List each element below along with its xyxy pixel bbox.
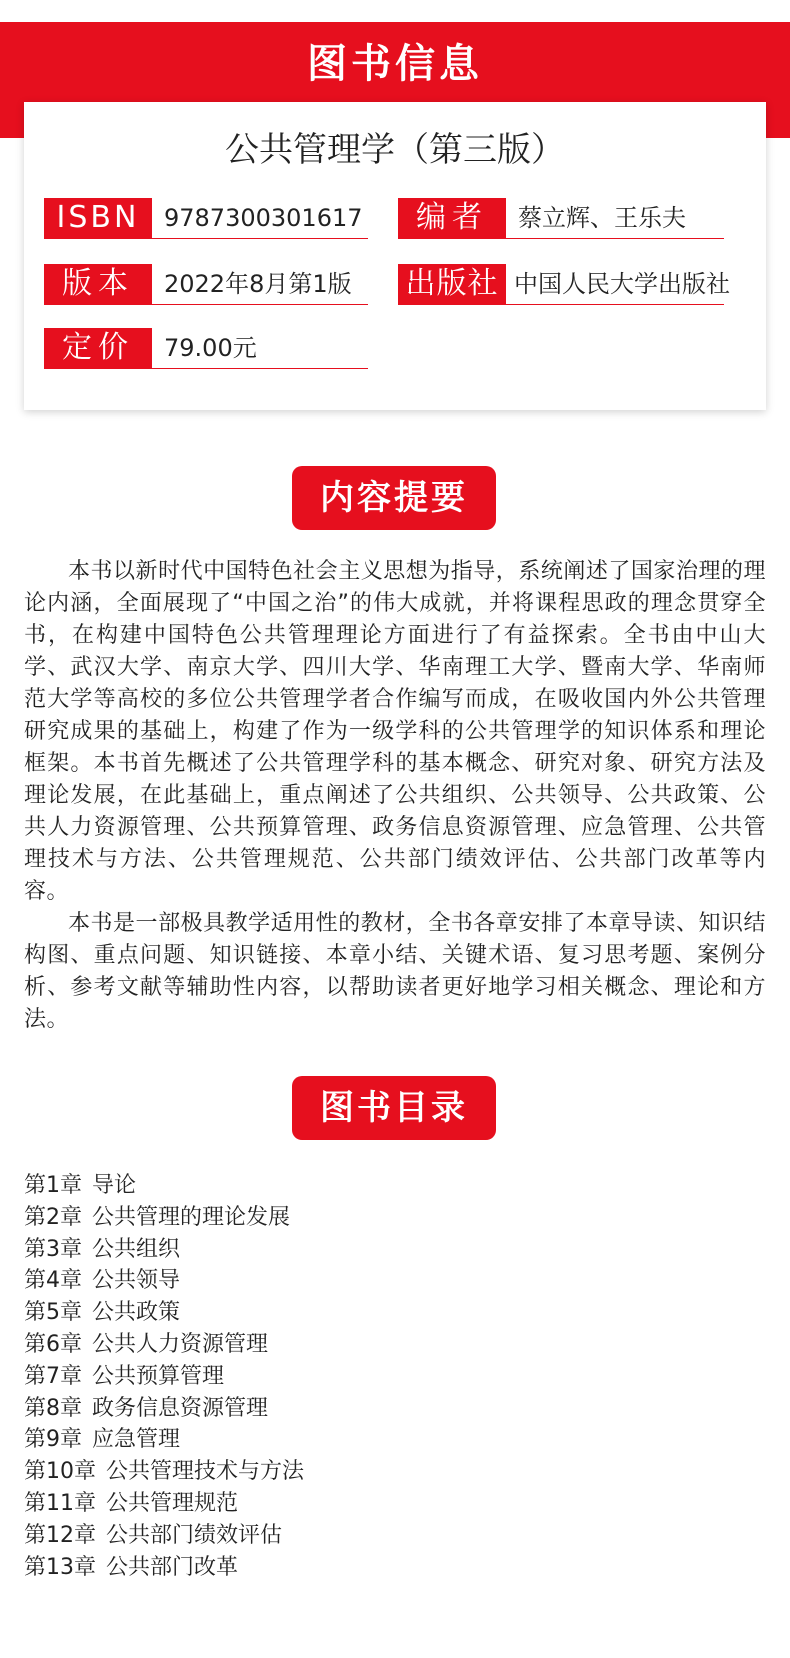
page-title: 图书信息 bbox=[307, 41, 483, 87]
toc-item bbox=[24, 1170, 766, 1202]
chapter-number: 第7章 bbox=[24, 1363, 82, 1389]
chapter-title: 公共管理技术与方法 bbox=[106, 1459, 305, 1485]
summary-heading: 内容提要 bbox=[292, 466, 496, 530]
edition-value: 2022年8月第1版 bbox=[164, 270, 352, 298]
editor-label: 编者 bbox=[398, 198, 506, 238]
publisher-label: 出版社 bbox=[398, 264, 506, 304]
chapter-number: 第13章 bbox=[24, 1554, 96, 1580]
editor-underline bbox=[398, 238, 724, 239]
toc-item bbox=[24, 1456, 766, 1488]
price-field bbox=[44, 328, 368, 372]
chapter-number: 第2章 bbox=[24, 1204, 82, 1230]
toc-item bbox=[24, 1329, 766, 1361]
chapter-title: 公共组织 bbox=[92, 1236, 181, 1262]
chapter-number: 第10章 bbox=[24, 1459, 96, 1485]
chapter-title: 公共人力资源管理 bbox=[92, 1331, 269, 1357]
chapter-title: 公共管理规范 bbox=[106, 1490, 239, 1516]
chapter-number: 第8章 bbox=[24, 1395, 82, 1421]
toc-item bbox=[24, 1393, 766, 1425]
book-info-card bbox=[24, 102, 766, 410]
chapter-title: 政务信息资源管理 bbox=[92, 1395, 269, 1421]
toc-item bbox=[24, 1552, 766, 1584]
chapter-number: 第11章 bbox=[24, 1490, 96, 1516]
chapter-title: 公共领导 bbox=[92, 1268, 181, 1294]
publisher-underline bbox=[398, 304, 724, 305]
toc-heading: 图书目录 bbox=[292, 1076, 496, 1140]
chapter-number: 第9章 bbox=[24, 1427, 82, 1453]
price-label: 定价 bbox=[44, 328, 152, 368]
chapter-title: 公共部门改革 bbox=[106, 1554, 239, 1580]
chapter-title: 公共管理的理论发展 bbox=[92, 1204, 291, 1230]
toc-item bbox=[24, 1265, 766, 1297]
toc-item bbox=[24, 1361, 766, 1393]
chapter-number: 第3章 bbox=[24, 1236, 82, 1262]
price-underline bbox=[44, 368, 368, 369]
isbn-underline bbox=[44, 238, 368, 239]
chapter-title: 公共部门绩效评估 bbox=[106, 1522, 283, 1548]
toc-item bbox=[24, 1520, 766, 1552]
toc-item bbox=[24, 1234, 766, 1266]
isbn-field bbox=[44, 198, 368, 242]
toc-list bbox=[24, 1170, 766, 1583]
chapter-number: 第1章 bbox=[24, 1173, 82, 1198]
chapter-number: 第12章 bbox=[24, 1522, 96, 1548]
toc-item bbox=[24, 1297, 766, 1329]
edition-label: 版本 bbox=[44, 264, 152, 304]
chapter-number: 第6章 bbox=[24, 1331, 82, 1357]
summary-body bbox=[24, 556, 766, 1036]
price-value: 79.00元 bbox=[164, 334, 257, 362]
toc-item bbox=[24, 1488, 766, 1520]
chapter-title: 应急管理 bbox=[92, 1427, 181, 1453]
editor-field bbox=[398, 198, 724, 242]
summary-paragraph-1: 本书以新时代中国特色社会主义思想为指导，系统阐述了国家治理的理论内涵，全面展现了“中国之治”的伟大成就，并将课程思政的理念贯穿全书，在构建中国特色公共管理理论方面进行了有益探索。全书由中山大学、武汉大学、南京大学、四川大学、华南理工大学、暨南大学、华南师范大学等高校的多位公共管理学者合作编写而成，在吸收国内外公共管理研究成果的基础上，构建了作为一级学科的公共管理学的知识体系和理论框架。本书首先概述了公共管理学科的基本概念、研究对象、研究方法及理论发展，在此基础上，重点阐述了公共组织、公共领导、公共政策、公共人力资源管理、公共预算管理、政务信息资源管理、应急管理、公共管理技术与方法、公共管理规范、公共部门绩效评估、公共部门改革等内容。 bbox=[24, 559, 766, 904]
chapter-number: 第4章 bbox=[24, 1268, 82, 1294]
publisher-value: 中国人民大学出版社 bbox=[514, 270, 730, 298]
book-title: 公共管理学（第三版） bbox=[225, 130, 565, 170]
chapter-title: 导论 bbox=[92, 1173, 137, 1198]
summary-paragraph-2: 本书是一部极具教学适用性的教材，全书各章安排了本章导读、知识结构图、重点问题、知识链接、本章小结、关键术语、复习思考题、案例分析、参考文献等辅助性内容，以帮助读者更好地学习相关概念、理论和方法。 bbox=[24, 911, 766, 1032]
editor-value: 蔡立辉、王乐夫 bbox=[518, 204, 686, 232]
edition-field bbox=[44, 264, 368, 308]
edition-underline bbox=[44, 304, 368, 305]
publisher-field bbox=[398, 264, 730, 308]
chapter-title: 公共政策 bbox=[92, 1300, 181, 1326]
isbn-label: ISBN bbox=[44, 198, 152, 238]
toc-item bbox=[24, 1424, 766, 1456]
toc-item bbox=[24, 1202, 766, 1234]
isbn-value: 9787300301617 bbox=[164, 204, 363, 232]
chapter-number: 第5章 bbox=[24, 1300, 82, 1326]
chapter-title: 公共预算管理 bbox=[92, 1363, 225, 1389]
